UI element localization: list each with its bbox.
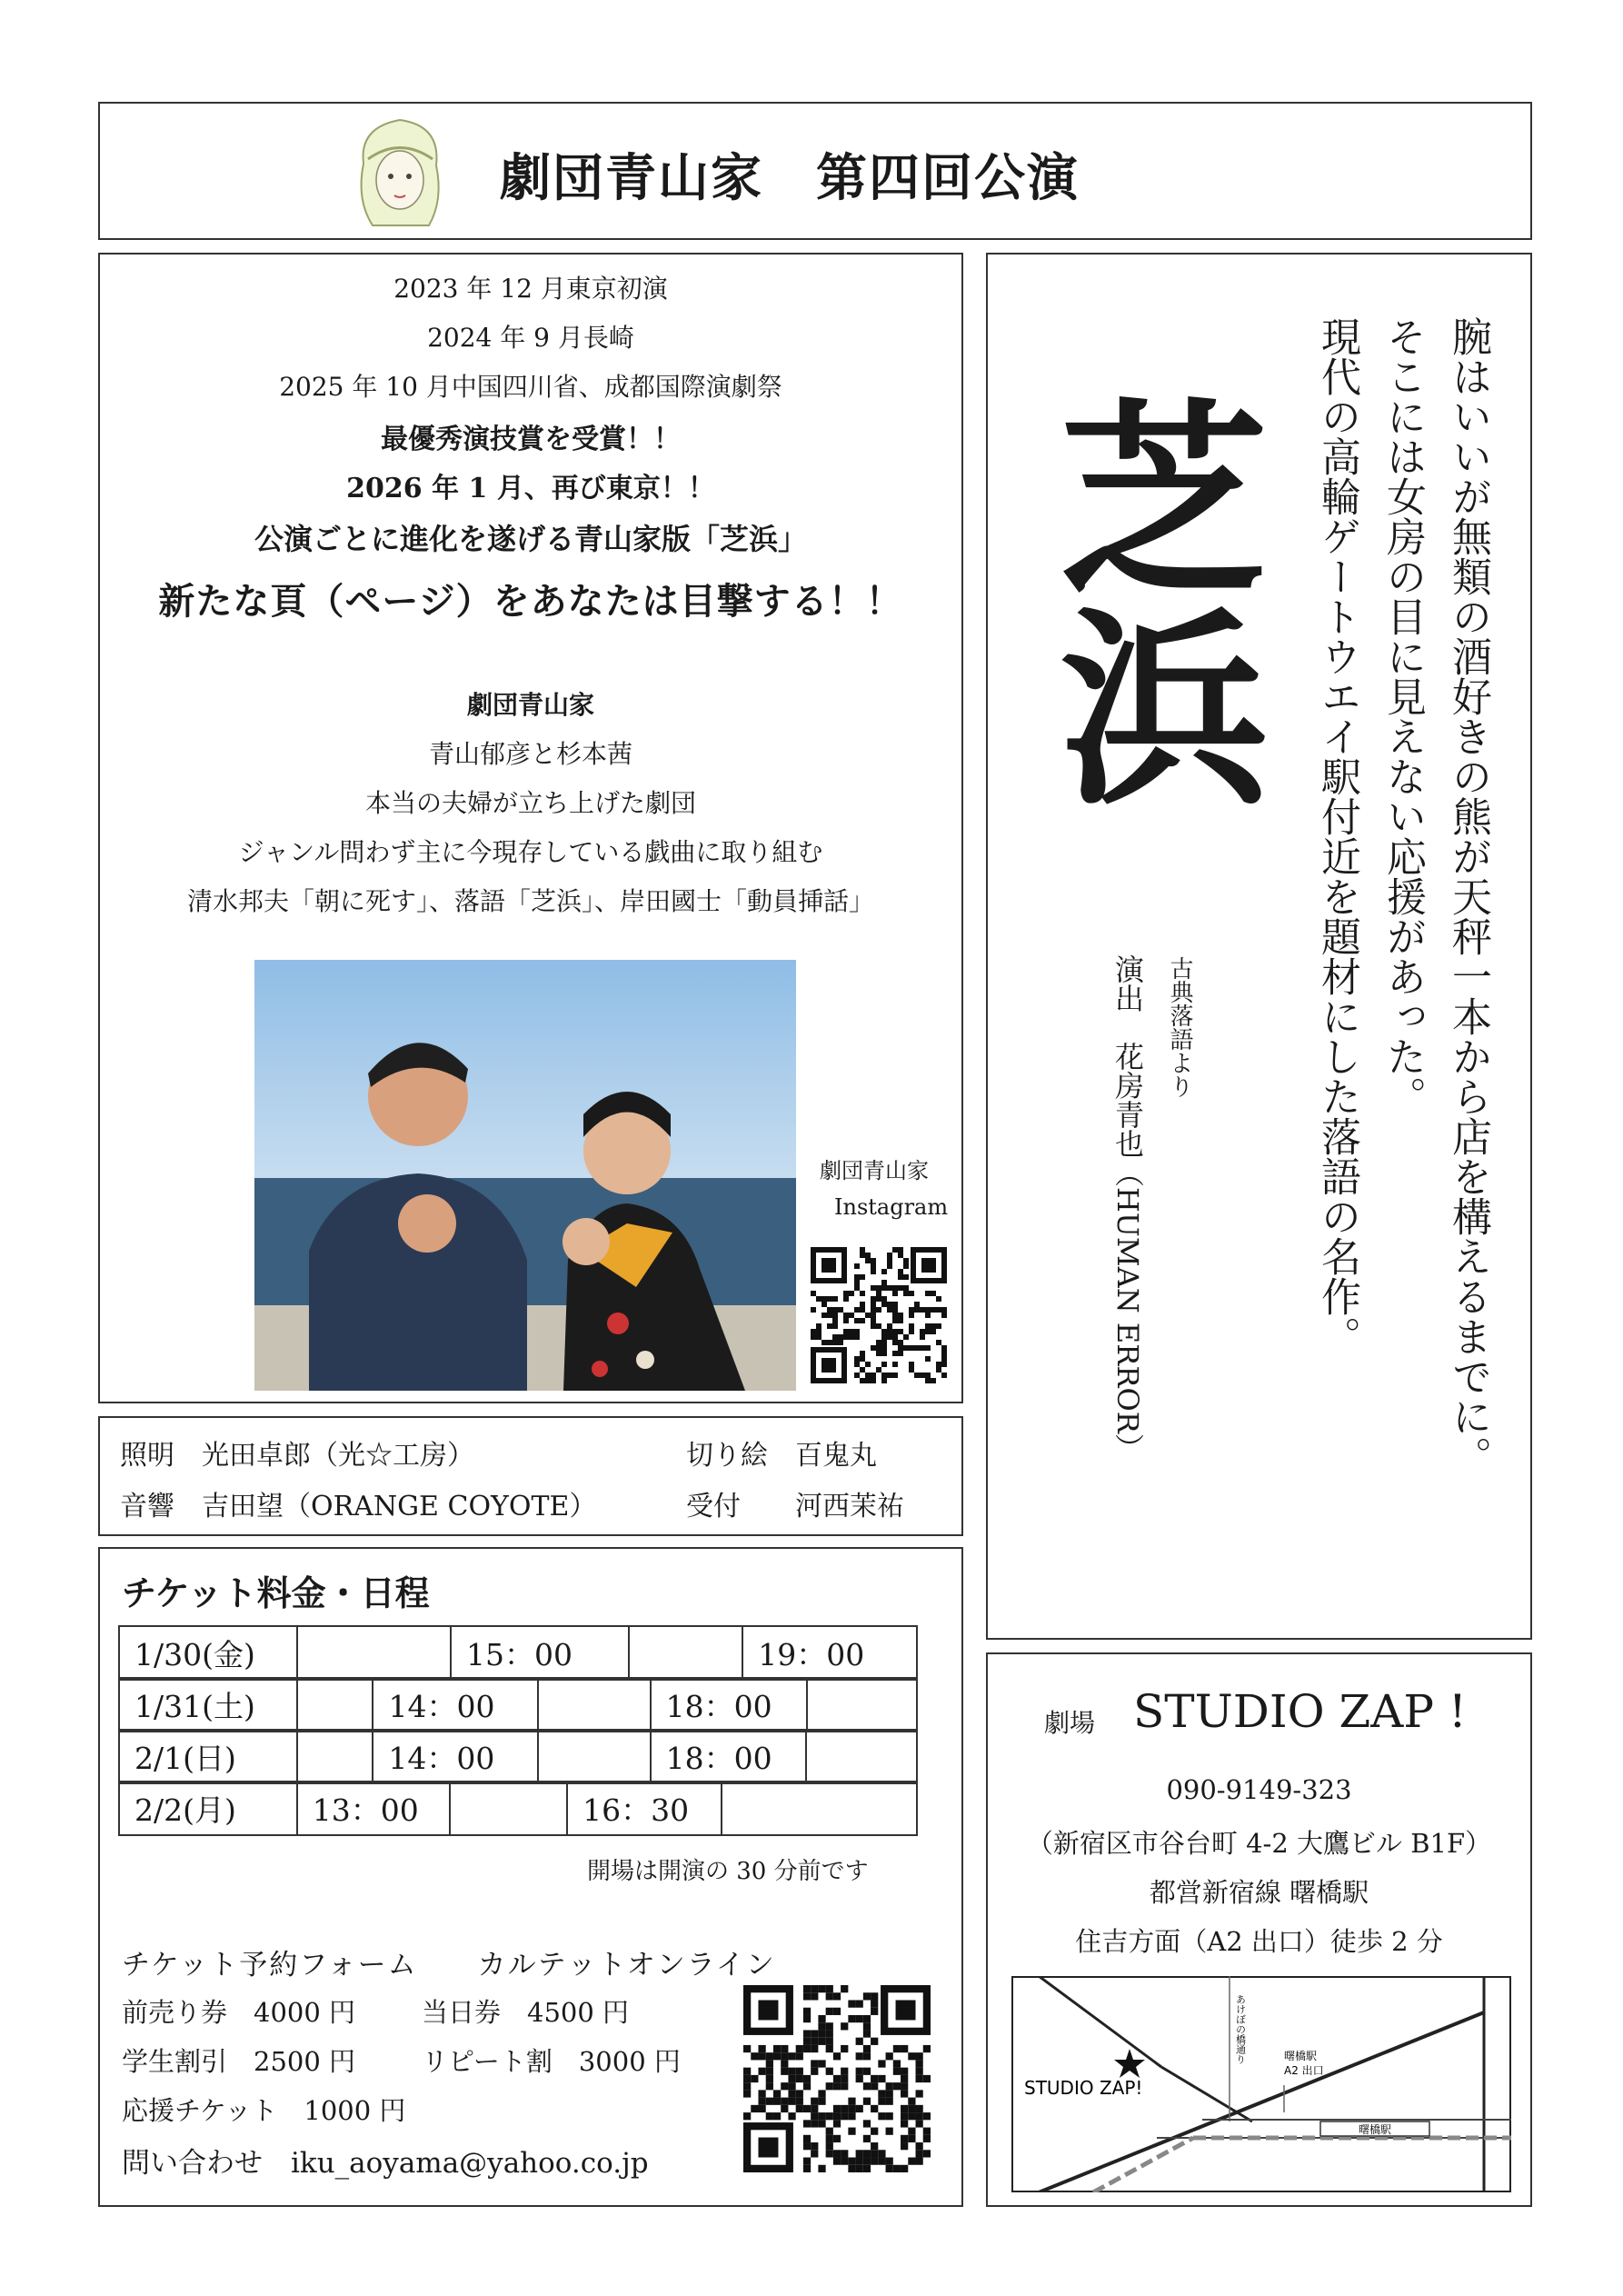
price-repeat: リピート割 3000 円 [422,2046,681,2077]
troupe-line-3: ジャンル問わず主に今現存している戯曲に取り組む [238,837,823,867]
history-line-3: 2025 年 10 月中国四川省、成都国際演劇祭 [279,372,782,402]
schedule-table-row-2 [118,1677,918,1732]
venue-name: STUDIO ZAP ! [1133,1685,1467,1738]
schedule-table-row-4 [118,1781,918,1836]
contact-email[interactable]: 問い合わせ iku_aoyama@yahoo.co.jp [122,2147,649,2180]
instagram-qr-code[interactable] [811,1247,947,1383]
venue-line: 都営新宿線 曙橋駅 [1149,1877,1369,1908]
catch-copy: 新たな頁（ページ）をあなたは目撃する！！ [158,580,903,623]
schedule-time: 14：00 [373,1730,538,1783]
title-panel [986,253,1532,1640]
history-line-2: 2024 年 9 月長崎 [427,323,634,353]
header-box [98,102,1532,240]
schedule-time: 15：00 [451,1626,629,1680]
award-line: 最優秀演技賞を受賞！！ [381,424,681,455]
map-exit-label-1: 曙橋駅 [1284,2050,1318,2062]
schedule-time: 18：00 [651,1730,807,1783]
schedule-time: 18：00 [651,1678,807,1732]
troupe-line-1: 青山郁彦と杉本茜 [428,739,632,769]
open-note: 開場は開演の 30 分前です [587,1858,869,1885]
venue-directions: 住吉方面（A2 出口）徒歩 2 分 [1075,1926,1443,1957]
synopsis-line-1: 腕はいいが無類の酒好きの熊が天秤一本から店を構えるまでに。 [1445,316,1491,1476]
schedule-row [119,1730,917,1783]
schedule-table [118,1625,918,1681]
schedule-row [119,1678,917,1732]
troupe-line-4: 清水邦夫「朝に死す」、落語「芝浜」、岸田國士「動員挿話」 [186,886,874,916]
price-advance: 前売り券 4000 円 [122,1997,356,2028]
page-title: 劇団青山家 第四回公演 [500,148,1080,208]
schedule-table-row-3 [118,1729,918,1784]
venue-phone[interactable]: 090-9149-323 [1166,1774,1352,1805]
price-door: 当日券 4500 円 [422,1997,630,2028]
troupe-photo [254,960,796,1391]
staff-kirie: 切り絵 百鬼丸 [686,1440,877,1472]
director-credit: 演出 花房青也（HUMAN ERROR） [1110,954,1145,1462]
staff-box [98,1416,963,1536]
schedule-date: 2/1(日) [119,1730,297,1783]
tickets-heading: チケット料金・日程 [122,1572,430,1613]
instagram-label-2: Instagram [834,1194,949,1220]
price-student: 学生割引 2500 円 [122,2046,356,2077]
venue-label: 劇場 [1044,1708,1096,1738]
evolve-line: 公演ごとに進化を遂げる青山家版「芝浜」 [254,522,807,556]
schedule-row [119,1782,917,1835]
troupe-name: 劇団青山家 [466,690,594,720]
map-station-label: 曙橋駅 [1358,2123,1392,2136]
schedule-time: 16：30 [567,1782,722,1835]
schedule-date: 2/2(月) [119,1782,297,1835]
venue-map [1011,1976,1511,2192]
schedule-row [119,1626,917,1680]
troupe-line-2: 本当の夫婦が立ち上げた劇団 [364,788,696,818]
schedule-time: 13：00 [297,1782,450,1835]
venue-address: （新宿区市谷台町 4-2 大鷹ビル B1F） [1026,1828,1492,1859]
intro-box [98,253,963,1403]
schedule-time: 14：00 [373,1678,538,1732]
reservation-qr-code[interactable] [743,1985,931,2172]
girl-face-illustration [345,109,454,236]
history-line-1: 2023 年 12 月東京初演 [393,274,668,304]
staff-lighting: 照明 光田卓郎（光☆工房） [120,1440,474,1472]
price-support: 応援チケット 1000 円 [122,2095,406,2126]
staff-reception: 受付 河西茉祐 [686,1491,904,1522]
schedule-date: 1/31(土) [119,1678,297,1732]
staff-sound: 音響 吉田望（ORANGE COYOTE） [120,1491,597,1522]
schedule-date: 1/30(金) [119,1626,297,1680]
synopsis-line-2: そこには女房の目に見えない応援があった。 [1379,316,1426,1116]
map-studio-label: STUDIO ZAP! [1024,2077,1143,2099]
big-title: 芝浜 [1023,391,1266,809]
tickets-box [98,1547,963,2207]
synopsis-line-3: 現代の高輪ゲートウエイ駅付近を題材にした落語の名作。 [1314,316,1360,1356]
venue-box [986,1652,1532,2207]
instagram-label-1: 劇団青山家 [820,1158,929,1183]
reservation-form-label[interactable]: チケット予約フォーム カルテットオンライン [122,1949,776,1982]
map-street-label: あけぼの橋通り [1234,1994,1247,2064]
source-credit: 古典落語より [1166,956,1193,1098]
return-line: 2026 年 1 月、再び東京！！ [346,473,715,504]
schedule-time: 19：00 [742,1626,917,1680]
map-exit-label-2: A2 出口 [1284,2064,1324,2077]
